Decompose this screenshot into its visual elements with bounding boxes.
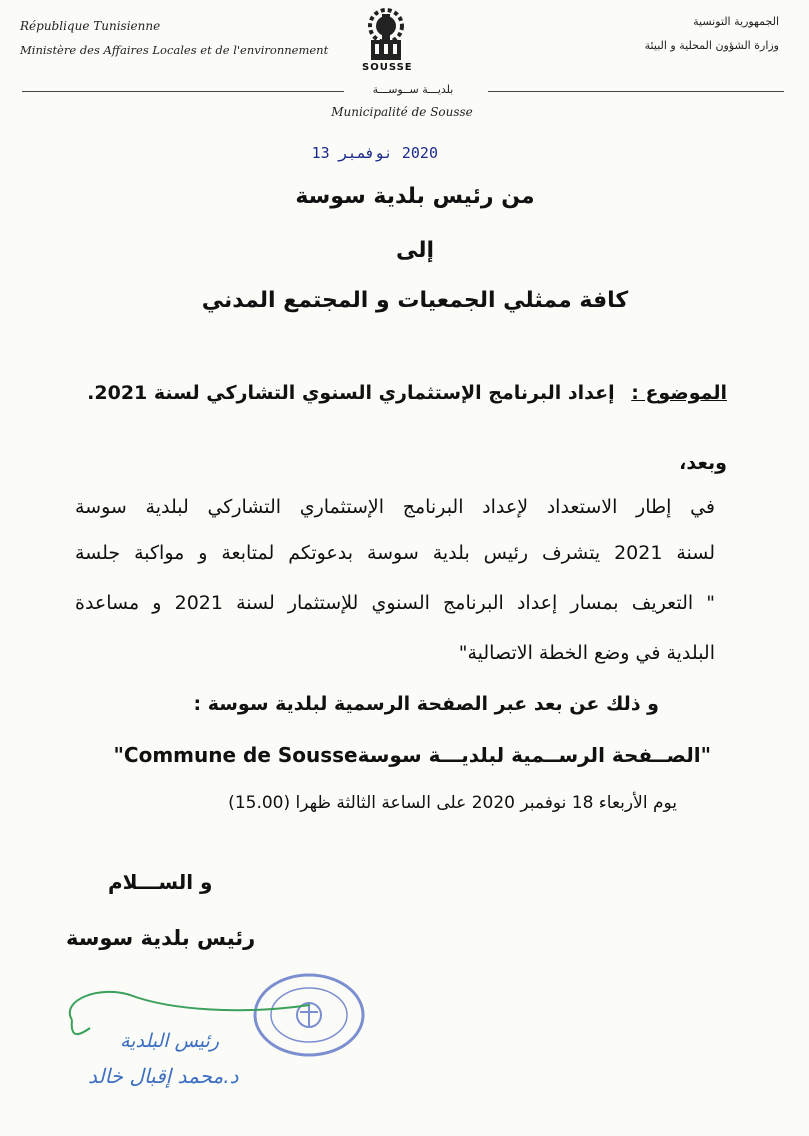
header-fr-ministry: Ministère des Affaires Locales et de l'environnement <box>20 43 329 57</box>
header-fr-republic: République Tunisienne <box>20 19 161 33</box>
subject-text: إعداد البرنامج الإستثماري السنوي التشاركي لسنة 2021. <box>87 382 615 404</box>
remote-line: و ذلك عن بعد عبر الصفحة الرسمية لبلدية سوسة : <box>193 693 659 715</box>
closing: و الســـلام <box>108 870 213 894</box>
body-line-4: البلدية في وضع الخطة الاتصالية" <box>458 642 715 664</box>
subject-label: الموضوع : <box>631 382 727 404</box>
logo-caption: SOUSSE <box>362 62 413 73</box>
municipality-fr: Municipalité de Sousse <box>331 105 473 119</box>
signatory: رئيس بلدية سوسة <box>66 926 256 950</box>
header-rule-left <box>22 91 344 92</box>
recipients: كافة ممثلي الجمعيات و المجتمع المدني <box>201 288 629 313</box>
meeting-time-line: يوم الأربعاء 18 نوفمبر 2020 على الساعة الثالثة ظهرا (15.00) <box>228 793 677 813</box>
municipality-ar: بلديـــة ســوســـة <box>372 83 454 96</box>
date-stamp: 2020 نوفمبر 13 <box>311 144 438 162</box>
header-ar-republic: الجمهورية التونسية <box>693 15 779 28</box>
body-line-1: في إطار الاستعداد لإعداد البرنامج الإستثماري التشاركي لبلدية سوسة <box>75 496 715 518</box>
official-page-line: "الصــفحة الرســمية لبلديـــة سوسةCommune de Sousse" <box>113 743 711 767</box>
header-ar-ministry: وزارة الشؤون المحلية و البيئة <box>644 39 779 52</box>
body-line-3: " التعريف بمسار إعداد البرنامج السنوي للإستثمار لسنة 2021 و مساعدة <box>75 592 715 614</box>
header-rule-right <box>488 91 784 92</box>
body-line-2: لسنة 2021 يتشرف رئيس بلدية سوسة بدعوتكم لمتابعة و مواكبة جلسة <box>75 542 715 564</box>
signature-title: رئيس البلدية <box>120 1030 219 1052</box>
signature-name: د.محمد إقبال خالد <box>88 1064 239 1088</box>
from-line: من رئيس بلدية سوسة <box>295 184 535 209</box>
to-word: إلى <box>395 238 435 263</box>
greeting: وبعد، <box>679 452 727 474</box>
subject <box>87 382 727 404</box>
